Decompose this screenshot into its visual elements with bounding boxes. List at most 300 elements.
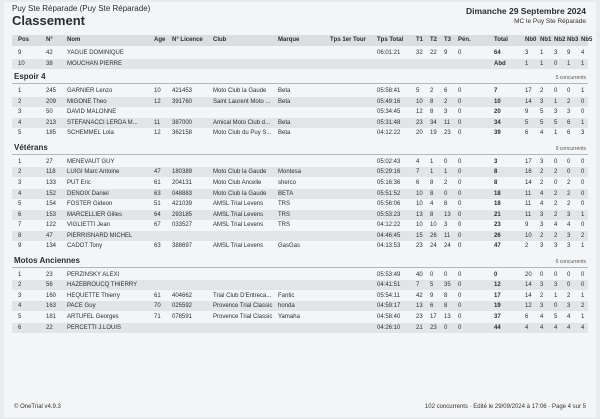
cell-pen: 0 [458, 190, 462, 197]
col-header-num: N° [46, 37, 53, 43]
cell-nb5: 3 [581, 130, 585, 137]
cell-t2: 4 [430, 201, 434, 208]
cell-nb0: 9 [525, 109, 529, 116]
cell-nom: ARTUFEL Georges [67, 314, 119, 320]
cell-num: 122 [46, 222, 57, 229]
cell-t1: 15 [416, 232, 423, 239]
cell-nb1: 2 [540, 292, 544, 299]
cell-pos: 5 [18, 314, 22, 320]
cell-pen: 0 [458, 232, 462, 239]
cell-t2: 6 [430, 303, 434, 310]
cell-t1: 23 [416, 119, 423, 126]
event-name: Puy Ste Réparade (Puy Ste Réparade) [12, 4, 151, 13]
cell-num: 152 [46, 190, 57, 197]
cell-nom: MIGONE Theo [67, 98, 107, 105]
cell-t1: 21 [416, 324, 423, 331]
cell-nb1: 3 [540, 158, 544, 165]
cell-club: Amical Moto Club d... [213, 119, 271, 126]
cell-nb1: 5 [540, 119, 544, 126]
table-row [12, 241, 588, 251]
cell-nb5: 0 [581, 190, 585, 197]
cell-pos: 1 [18, 271, 22, 278]
cell-total: 0 [494, 271, 498, 278]
col-header-nb2: Nb2 [554, 37, 566, 43]
cell-nb3: 6 [567, 119, 571, 126]
cell-t2: 23 [430, 324, 437, 331]
cell-pen: 0 [458, 201, 462, 208]
cell-nb5: 0 [581, 169, 585, 176]
cell-total: 39 [494, 130, 501, 137]
cell-nb2: 0 [554, 60, 558, 67]
table-row [12, 220, 588, 230]
cell-club: AMSL Trial Levens [213, 243, 264, 250]
cell-nb2: 0 [554, 88, 558, 95]
cell-club: Trial Club D'Entreca... [213, 292, 272, 299]
category-name: Motos Anciennes [14, 255, 80, 265]
cell-tps: 05:53:49 [377, 271, 401, 278]
cell-nb0: 4 [525, 324, 529, 331]
cell-t2: 8 [430, 179, 434, 186]
cell-age: 11 [154, 119, 161, 126]
cell-t2: 34 [430, 119, 437, 126]
cell-nb1: 4 [540, 324, 544, 331]
table-row [12, 59, 588, 69]
cell-total: 8 [494, 179, 498, 186]
cell-nb5: 4 [581, 50, 585, 56]
cell-tps: 04:12:22 [377, 222, 401, 229]
cell-nb2: 0 [554, 271, 558, 278]
cell-t3: 24 [444, 243, 451, 250]
cell-pos: 2 [18, 98, 22, 105]
cell-nb3: 0 [567, 158, 571, 165]
cell-t1: 4 [416, 158, 420, 165]
cell-num: 38 [46, 60, 53, 67]
cell-nb1: 1 [540, 50, 544, 56]
cell-num: 245 [46, 88, 57, 95]
cell-tps: 05:16:36 [377, 179, 401, 186]
cell-lic: 025592 [172, 303, 193, 310]
cell-t3: 0 [444, 158, 448, 165]
cell-pos: 3 [18, 292, 22, 299]
cell-nb2: 3 [554, 243, 558, 250]
cell-pen: 0 [458, 158, 462, 165]
cell-t1: 20 [416, 130, 423, 137]
cell-total: 21 [494, 211, 501, 218]
cell-lic: 387000 [172, 119, 193, 126]
cell-num: 118 [46, 169, 56, 176]
cell-nb2: 1 [554, 98, 558, 105]
cell-t2: 22 [430, 50, 437, 56]
cell-nb5: 1 [581, 292, 585, 299]
cell-nb5: 1 [581, 243, 585, 250]
cell-nb2: 3 [554, 50, 558, 56]
cell-pos: 8 [18, 232, 22, 239]
col-header-t3: T3 [444, 37, 452, 43]
cell-t2: 8 [430, 211, 434, 218]
cell-nb3: 2 [567, 98, 571, 105]
cell-lic: 293185 [172, 211, 193, 218]
cell-num: 42 [46, 50, 53, 56]
cell-pen: 0 [458, 303, 462, 310]
cell-nb0: 11 [525, 190, 532, 197]
cell-nb1: 2 [540, 232, 544, 239]
cell-nb1: 0 [540, 271, 544, 278]
cell-nb5: 2 [581, 303, 585, 310]
cell-nb0: 11 [525, 211, 532, 218]
cell-marque: TRS [278, 211, 290, 218]
cell-nb0: 17 [525, 158, 532, 165]
page-footer [12, 402, 588, 414]
cell-nb1: 3 [540, 243, 544, 250]
cell-marque: Beta [278, 88, 291, 95]
table-row [12, 312, 588, 322]
cell-pen: 0 [458, 211, 462, 218]
cell-t1: 12 [416, 109, 423, 116]
column-header-row [12, 35, 593, 46]
cell-nb2: 2 [554, 232, 558, 239]
cell-nb5: 1 [581, 119, 585, 126]
col-header-age: Age [154, 37, 166, 43]
category-header [12, 255, 588, 268]
cell-lic: 421039 [172, 201, 193, 208]
cell-nom: PERCETTI J.LOUIS [67, 324, 122, 331]
cell-nb0: 9 [525, 222, 529, 229]
table-row [12, 210, 588, 220]
cell-nb0: 1 [525, 60, 529, 67]
cell-nb0: 2 [525, 243, 529, 250]
cell-nb2: 5 [554, 119, 558, 126]
cell-tps: 04:59:17 [377, 303, 401, 310]
cell-num: 209 [46, 98, 57, 105]
cell-pos: 6 [18, 211, 22, 218]
cell-t2: 17 [430, 314, 437, 320]
cell-nb1: 3 [540, 303, 544, 310]
table-row [12, 301, 588, 311]
cell-nb2: 0 [554, 303, 558, 310]
footer-app-version: © OneTrial v4.9.3 [14, 404, 61, 410]
cell-age: 70 [154, 303, 161, 310]
cell-nom: FOSTER Gideon [67, 201, 113, 208]
cell-nb3: 2 [567, 179, 571, 186]
cell-club: Moto Club du Puy S... [213, 130, 272, 137]
cell-nom: CADOT Tony [67, 243, 103, 250]
cell-total: Abd [494, 60, 506, 67]
cell-nom: GARNIER Lenzo [67, 88, 113, 95]
col-header-marque: Marque [278, 37, 300, 43]
cell-t3: 35 [444, 282, 451, 289]
cell-nb2: 2 [554, 169, 558, 176]
col-header-tps-total: Tps Total [377, 37, 404, 43]
cell-age: 12 [154, 98, 161, 105]
cell-nb1: 3 [540, 222, 544, 229]
cell-nb3: 6 [567, 130, 571, 137]
cell-pen: 0 [458, 119, 462, 126]
table-row [12, 86, 588, 96]
cell-num: 23 [46, 271, 53, 278]
category-header [12, 142, 588, 155]
cell-t1: 13 [416, 211, 423, 218]
cell-t3: 13 [444, 211, 451, 218]
cell-t3: 8 [444, 292, 448, 299]
cell-t3: 2 [444, 179, 448, 186]
cell-t2: 8 [430, 190, 434, 197]
cell-pos: 1 [18, 158, 22, 165]
cell-age: 51 [154, 201, 161, 208]
cell-age: 61 [154, 292, 161, 299]
cell-nom: HAZEBROUCQ THIERRY [67, 282, 138, 289]
cell-pos: 3 [18, 109, 22, 116]
cell-marque: Beta [278, 119, 291, 126]
cell-pen: 0 [458, 109, 462, 116]
cell-nb0: 10 [525, 232, 532, 239]
cell-pos: 3 [18, 179, 22, 186]
results-sheet [4, 2, 596, 417]
cell-pen: 0 [458, 88, 462, 95]
cell-nom: SCHEMMEL Lola [67, 130, 114, 137]
table-row [12, 107, 588, 117]
cell-t1: 7 [416, 282, 420, 289]
cell-pen: 0 [458, 292, 462, 299]
cell-nb5: 0 [581, 158, 585, 165]
cell-num: 134 [46, 243, 57, 250]
category-count: 9 concurrents [555, 145, 586, 152]
cell-tps: 05:02:43 [377, 158, 401, 165]
cell-total: 19 [494, 303, 501, 310]
cell-marque: Fantic [278, 292, 295, 299]
cell-lic: 204131 [172, 179, 193, 186]
col-header-nb1: Nb1 [540, 37, 552, 43]
col-header-nb0: Nb0 [525, 37, 537, 43]
cell-nom: MENEVAUT GUY [67, 158, 115, 165]
cell-nb1: 2 [540, 169, 544, 176]
cell-nb2: 4 [554, 324, 558, 331]
cell-club: Moto Club la Gaude [213, 169, 267, 176]
cell-age: 67 [154, 222, 161, 229]
table-row [12, 323, 588, 333]
col-header-t1: T1 [416, 37, 424, 43]
cell-t2: 5 [430, 282, 434, 289]
cell-lic: 048883 [172, 190, 193, 197]
cell-nb1: 1 [540, 60, 544, 67]
cell-nb3: 2 [567, 292, 571, 299]
cell-nb0: 17 [525, 88, 532, 95]
cell-nom: PUT Eric [67, 179, 91, 186]
cell-nb0: 14 [525, 98, 532, 105]
cell-nb0: 14 [525, 282, 532, 289]
page-title: Classement [12, 13, 85, 28]
organizing-club: MC le Puy Ste Réparade [514, 18, 586, 25]
cell-nb2: 2 [554, 211, 558, 218]
cell-nb5: 1 [581, 60, 585, 67]
cell-t2: 26 [430, 232, 437, 239]
table-row [12, 231, 588, 241]
cell-pos: 2 [18, 282, 22, 289]
cell-nb3: 2 [567, 201, 571, 208]
cell-nb5: 4 [581, 324, 585, 331]
cell-pos: 4 [18, 119, 22, 126]
cell-nb3: 4 [567, 324, 571, 331]
cell-tps: 04:46:45 [377, 232, 401, 239]
cell-tps: 05:49:16 [377, 98, 401, 105]
cell-nb5: 0 [581, 201, 585, 208]
cell-nb2: 2 [554, 190, 558, 197]
cell-t1: 13 [416, 303, 423, 310]
cell-nb1: 5 [540, 109, 544, 116]
col-header-nb3: Nb3 [567, 37, 579, 43]
cell-nom: PIERRISNARD MICHEL [67, 232, 133, 239]
cell-nom: PACE Guy [67, 303, 96, 310]
cell-nom: VIGLIETTI Jean [67, 222, 111, 229]
cell-pen: 0 [458, 282, 462, 289]
cell-total: 34 [494, 119, 501, 126]
cell-pos: 10 [18, 60, 25, 67]
cell-marque: Yamaha [278, 314, 300, 320]
cell-total: 10 [494, 98, 501, 105]
cell-num: 160 [46, 292, 57, 299]
col-header-penalty: Pén. [458, 37, 471, 43]
cell-nb5: 0 [581, 98, 585, 105]
cell-nb2: 0 [554, 158, 558, 165]
cell-tps: 04:58:40 [377, 314, 401, 320]
category-count: 5 concurrents [555, 75, 586, 82]
cell-nb2: 0 [554, 179, 558, 186]
cell-nb5: 1 [581, 88, 585, 95]
cell-t2: 2 [430, 88, 434, 95]
cell-pos: 7 [18, 222, 22, 229]
cell-nb0: 3 [525, 50, 529, 56]
cell-nom: HEQUETTE Thierry [67, 292, 120, 299]
cell-tps: 04:12:22 [377, 130, 401, 137]
cell-nb5: 0 [581, 109, 585, 116]
cell-nb2: 5 [554, 314, 558, 320]
table-row [12, 128, 588, 138]
cell-lic: 404662 [172, 292, 193, 299]
cell-t3: 0 [444, 190, 448, 197]
cell-age: 47 [154, 169, 161, 176]
cell-nb3: 0 [567, 88, 571, 95]
cell-nb3: 3 [567, 243, 571, 250]
cell-lic: 391760 [172, 98, 193, 105]
cell-num: 213 [46, 119, 57, 126]
cell-nb3: 3 [567, 109, 571, 116]
table-row [12, 167, 588, 177]
table-row [12, 189, 588, 199]
cell-t3: 8 [444, 303, 448, 310]
cell-club: AMSL Trial Levens [213, 222, 264, 229]
table-row [12, 157, 588, 167]
cell-marque: Montesa [278, 169, 302, 176]
cell-tps: 06:01:21 [377, 50, 401, 56]
cell-marque: TRS [278, 201, 290, 208]
col-header-nom: Nom [67, 37, 81, 43]
cell-t2: 19 [430, 130, 437, 137]
cell-nb1: 4 [540, 190, 544, 197]
cell-pen: 0 [458, 50, 462, 56]
cell-age: 10 [154, 88, 161, 95]
category-name: Espoir 4 [14, 72, 46, 82]
table-row [12, 97, 588, 107]
cell-nb2: 1 [554, 292, 558, 299]
cell-lic: 388697 [172, 243, 193, 250]
cell-nb3: 0 [567, 271, 571, 278]
cell-lic: 362158 [172, 130, 193, 137]
cell-nb1: 4 [540, 130, 544, 137]
cell-t1: 10 [416, 98, 423, 105]
cell-club: Moto Club Ancelle [213, 179, 262, 186]
cell-age: 63 [154, 243, 161, 250]
cell-t1: 10 [416, 190, 423, 197]
cell-pos: 4 [18, 303, 22, 310]
cell-nb1: 2 [540, 179, 544, 186]
cell-nb1: 2 [540, 88, 544, 95]
category-count: 6 concurrents [555, 258, 586, 265]
cell-t3: 6 [444, 88, 448, 95]
cell-total: 8 [494, 169, 498, 176]
table-row [12, 280, 588, 290]
col-header-licence: N° Licence [172, 37, 203, 43]
cell-nom: STEFANACCI LERDA M... [67, 119, 138, 126]
col-header-tps1: Tps 1er Tour [330, 37, 366, 43]
cell-age: 71 [154, 314, 161, 320]
cell-t2: 24 [430, 243, 437, 250]
cell-nb0: 20 [525, 271, 532, 278]
cell-lic: 180389 [172, 169, 193, 176]
table-row [12, 199, 588, 209]
cell-t3: 3 [444, 222, 448, 229]
cell-total: 3 [494, 158, 498, 165]
cell-pos: 9 [18, 243, 22, 250]
cell-nb0: 11 [525, 201, 532, 208]
cell-marque: honda [278, 303, 295, 310]
cell-nb3: 2 [567, 190, 571, 197]
cell-pen: 0 [458, 169, 462, 176]
cell-t1: 32 [416, 50, 423, 56]
cell-marque: Beta [278, 98, 291, 105]
cell-nb3: 3 [567, 232, 571, 239]
cell-club: AMSL Trial Levens [213, 201, 264, 208]
footer-summary: 102 concurrents · Edité le 29/09/2024 à 17:06 · Page 4 sur 5 [424, 404, 586, 410]
cell-total: 64 [494, 50, 501, 56]
cell-t2: 8 [430, 98, 434, 105]
cell-nom: MARCELLIER Gilles [67, 211, 123, 218]
cell-nb2: 2 [554, 201, 558, 208]
cell-total: 17 [494, 292, 501, 299]
cell-tps: 05:51:52 [377, 190, 401, 197]
cell-pen: 0 [458, 179, 462, 186]
cell-club: Moto Club la Gaude [213, 88, 267, 95]
cell-nb1: 4 [540, 201, 544, 208]
cell-num: 56 [46, 282, 53, 289]
cell-total: 44 [494, 324, 501, 331]
table-row [12, 178, 588, 188]
cell-pos: 9 [18, 50, 22, 56]
cell-total: 26 [494, 232, 501, 239]
cell-t1: 23 [416, 243, 423, 250]
cell-nb0: 16 [525, 169, 532, 176]
cell-nb5: 1 [581, 314, 585, 320]
cell-club: AMSL Trial Levens [213, 211, 264, 218]
cell-t3: 13 [444, 314, 451, 320]
cell-nb3: 3 [567, 211, 571, 218]
cell-marque: GasGas [278, 243, 301, 250]
cell-nb0: 5 [525, 119, 529, 126]
cell-nb0: 12 [525, 303, 532, 310]
cell-tps: 04:13:53 [377, 243, 401, 250]
cell-age: 12 [154, 130, 161, 137]
cell-total: 18 [494, 201, 501, 208]
cell-t3: 8 [444, 201, 448, 208]
col-header-pos: Pos [18, 37, 30, 43]
